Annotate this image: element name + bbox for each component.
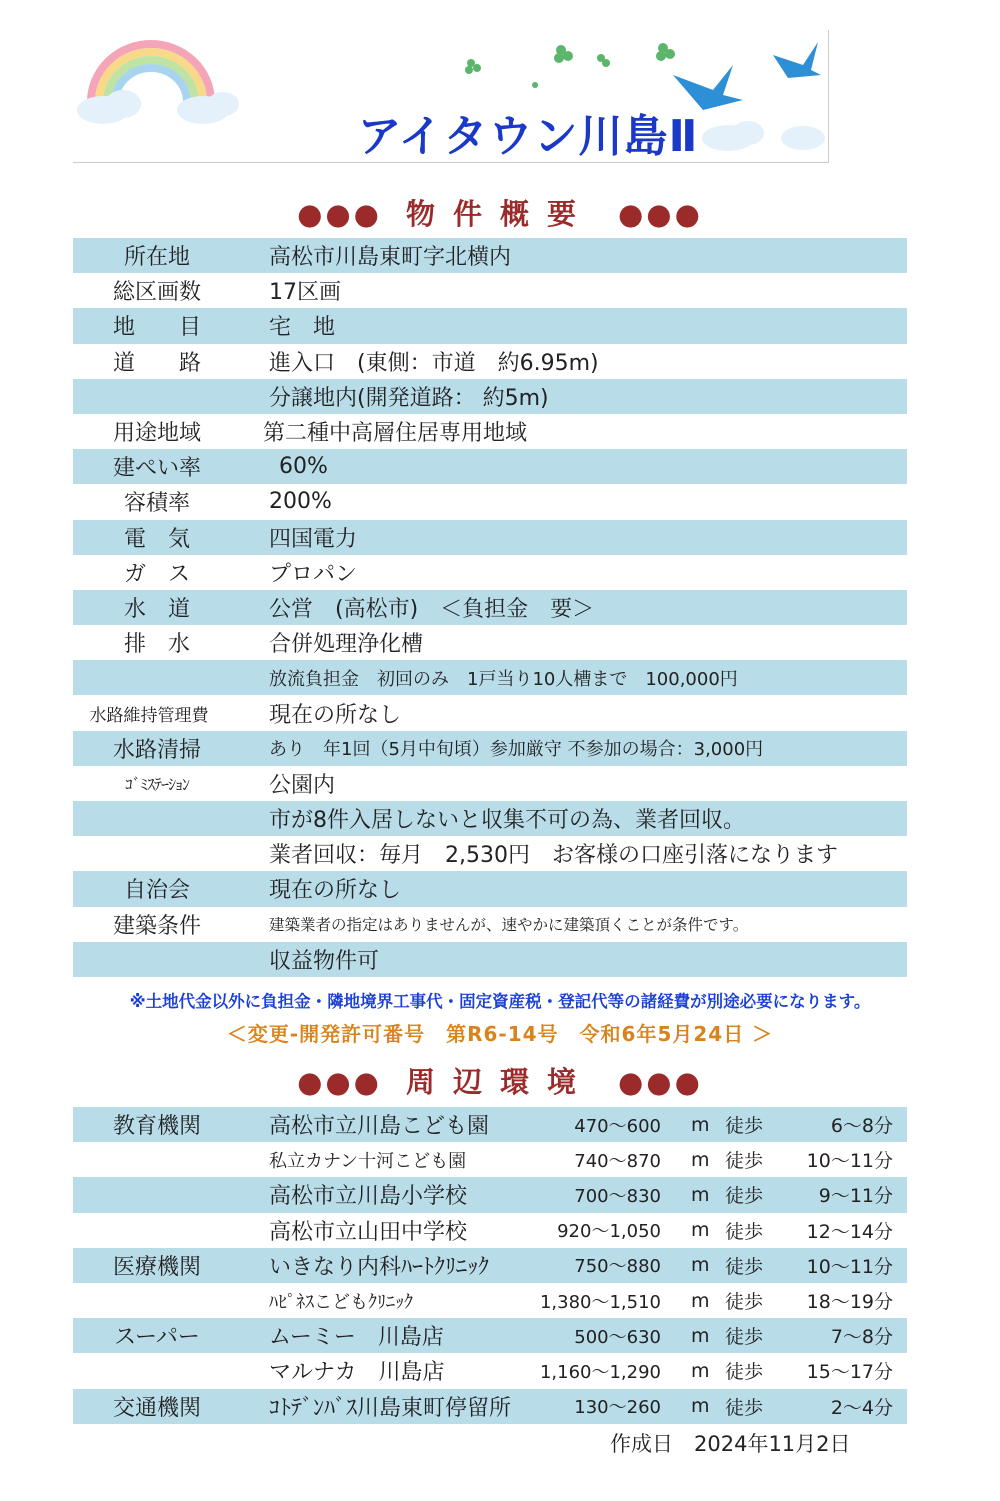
row-value: 市が8件入居しないと収集不可の為、業者回収。: [269, 808, 745, 834]
category-label: 医療機関: [112, 1254, 201, 1280]
table-row: [73, 766, 907, 801]
table-row: [73, 1142, 907, 1177]
distance-unit: m: [691, 1359, 710, 1382]
heading-dots: ●●●: [297, 1065, 382, 1099]
walk-label: 徒歩: [725, 1255, 764, 1278]
row-label: 水路清掃: [112, 737, 201, 763]
row-value: プロパン: [269, 561, 358, 587]
row-label: 自治会: [123, 878, 190, 904]
row-value: 収益物件可: [269, 948, 380, 974]
table-row: [73, 449, 907, 484]
facility-name: マルナカ 川島店: [269, 1360, 445, 1386]
table-row: [73, 1283, 907, 1318]
category-label: [73, 1353, 241, 1388]
walk-time: 18～19分: [806, 1291, 893, 1314]
table-row: [73, 625, 907, 660]
row-value: 公園内: [269, 772, 336, 798]
facility-name: いきなり内科ﾊｰﾄｸﾘﾆｯｸ: [269, 1254, 490, 1280]
row-label: [73, 942, 241, 977]
walk-label: 徒歩: [725, 1150, 764, 1173]
row-label: 地 目: [112, 315, 201, 341]
category-label: [73, 1177, 241, 1212]
table-row: [73, 590, 907, 625]
row-label: [73, 836, 241, 871]
table-row: [73, 308, 907, 343]
table-row: [73, 344, 907, 379]
row-value: 60%: [279, 454, 328, 480]
facility-name: ﾊﾋﾟﾈｽこどもｸﾘﾆｯｸ: [269, 1291, 413, 1313]
row-value: 現在の所なし: [269, 702, 402, 728]
distance: 740～870: [574, 1150, 661, 1172]
walk-time: 7～8分: [830, 1326, 893, 1349]
category-label: [73, 1142, 241, 1177]
table-row: [73, 555, 907, 590]
table-row: [73, 836, 907, 871]
table-row: [73, 942, 907, 977]
walk-label: 徒歩: [725, 1291, 764, 1314]
overview-heading: [0, 192, 1000, 233]
row-label: 容積率: [123, 491, 190, 517]
facility-name: 高松市立川島小学校: [269, 1184, 468, 1210]
distance-unit: m: [691, 1148, 710, 1171]
row-value: 合併処理浄化槽: [269, 632, 424, 658]
distance: 500～630: [574, 1326, 661, 1348]
row-value: 分譲地内(開発道路： 約5m): [269, 385, 549, 411]
facility-name: 高松市立川島こども園: [269, 1114, 490, 1140]
walk-time: 12～14分: [806, 1220, 893, 1243]
row-label: 排 水: [123, 632, 190, 658]
distance: 750～880: [574, 1256, 661, 1278]
walk-time: 15～17分: [806, 1361, 893, 1384]
heading-text: 周辺環境: [405, 1065, 594, 1099]
table-row: [73, 1107, 907, 1142]
page-title: アイタウン川島Ⅱ: [357, 111, 699, 162]
table-row: [73, 1248, 907, 1283]
environment-heading: [0, 1060, 1000, 1101]
walk-label: 徒歩: [725, 1115, 764, 1138]
category-label: 教育機関: [112, 1114, 201, 1140]
row-value: 現在の所なし: [269, 878, 402, 904]
table-row: [73, 660, 907, 695]
category-label: [73, 1213, 241, 1248]
distance: 1,380～1,510: [539, 1291, 661, 1313]
table-row: [73, 414, 907, 449]
row-label: 道 路: [112, 350, 201, 376]
row-value: 放流負担金 初回のみ 1戸当り10人槽まで 100,000円: [269, 668, 738, 690]
row-value: 業者回収：毎月 2,530円 お客様の口座引落になります: [269, 843, 838, 869]
walk-time: 9～11分: [818, 1185, 893, 1208]
distance-unit: m: [691, 1113, 710, 1136]
row-label: ｺﾞﾐｽﾃｰｼｮﾝ: [124, 774, 189, 794]
row-value: 高松市川島東町字北横内: [269, 245, 512, 271]
facility-name: 私立カナン十河こども園: [269, 1150, 467, 1172]
row-label: 電 気: [123, 526, 190, 552]
distance-unit: m: [691, 1254, 710, 1277]
walk-time: 6～8分: [830, 1115, 893, 1138]
row-value: 公営 (高松市) ＜負担金 要＞: [269, 596, 595, 622]
distance: 700～830: [574, 1185, 661, 1207]
row-value: 四国電力: [269, 526, 358, 552]
category-label: 交通機関: [112, 1395, 201, 1421]
distance: 920～1,050: [557, 1221, 661, 1243]
row-label: 総区画数: [112, 280, 201, 306]
walk-label: 徒歩: [725, 1361, 764, 1384]
overview-table: [73, 238, 907, 977]
row-value: 17区画: [269, 280, 341, 306]
row-label: 建ぺい率: [112, 456, 201, 482]
facility-name: ムーミー 川島店: [269, 1325, 444, 1351]
distance: 470～600: [574, 1115, 661, 1137]
heading-dots: ●●●: [618, 1065, 703, 1099]
walk-label: 徒歩: [725, 1220, 764, 1243]
distance-unit: m: [691, 1183, 710, 1206]
distance-unit: m: [691, 1395, 710, 1418]
table-row: [73, 379, 907, 414]
table-row: [73, 1213, 907, 1248]
row-label: 水路維持管理費: [89, 705, 209, 726]
table-row: [73, 273, 907, 308]
row-value: 第二種中高層住居専用地域: [263, 421, 528, 447]
table-row: [73, 871, 907, 906]
row-value: 宅 地: [269, 315, 336, 341]
row-value: 進入口 (東側：市道 約6.95m): [269, 350, 599, 376]
table-row: [73, 731, 907, 766]
table-row: [73, 1389, 907, 1424]
table-row: [73, 484, 907, 519]
row-label: 用途地域: [112, 421, 201, 447]
row-label: [73, 801, 241, 836]
rainbow-icon: [91, 44, 211, 102]
cost-notice: ※土地代金以外に負担金・隣地境界工事代・固定資産税・登記代等の諸経費が別途必要になります。: [129, 992, 871, 1011]
heading-dots: ●●●: [297, 197, 382, 231]
walk-time: 10～11分: [806, 1150, 893, 1173]
table-row: [73, 695, 907, 730]
table-row: [73, 1318, 907, 1353]
row-label: 所在地: [123, 245, 190, 271]
distance-unit: m: [691, 1324, 710, 1347]
table-row: [73, 520, 907, 555]
walk-label: 徒歩: [725, 1185, 764, 1208]
row-label: [73, 379, 241, 414]
distance: 130～260: [574, 1397, 661, 1419]
heading-text: 物件概要: [405, 197, 594, 231]
permit-number: ＜変更-開発許可番号 第R6-14号 令和6年5月24日 ＞: [226, 1022, 774, 1046]
row-value: あり 年1回（5月中旬頃）参加厳守 不参加の場合：3,000円: [269, 739, 764, 761]
row-label: [73, 660, 241, 695]
table-row: [73, 1177, 907, 1212]
table-row: [73, 238, 907, 273]
table-row: [73, 907, 907, 942]
walk-time: 2～4分: [830, 1396, 893, 1419]
header-banner: [73, 30, 829, 163]
walk-time: 10～11分: [806, 1255, 893, 1278]
environment-table: [73, 1107, 907, 1424]
facility-name: 高松市立山田中学校: [269, 1219, 468, 1245]
distance-unit: m: [691, 1289, 710, 1312]
row-value: 建築業者の指定はありませんが、速やかに建築頂くことが条件です。: [269, 916, 749, 935]
facility-name: ｺﾄﾃﾞﾝﾊﾞｽ川島東町停留所: [269, 1395, 512, 1421]
heading-dots: ●●●: [618, 197, 703, 231]
row-label: 水 道: [123, 596, 190, 622]
category-label: スーパー: [114, 1325, 200, 1351]
created-date: 作成日 2024年11月2日: [610, 1432, 851, 1456]
row-label: ガ ス: [123, 561, 190, 587]
category-label: [73, 1283, 241, 1318]
table-row: [73, 801, 907, 836]
row-value: 200%: [269, 489, 332, 515]
distance-unit: m: [691, 1219, 710, 1242]
walk-label: 徒歩: [725, 1396, 764, 1419]
walk-label: 徒歩: [725, 1326, 764, 1349]
row-label: 建築条件: [112, 913, 201, 939]
table-row: [73, 1353, 907, 1388]
distance: 1,160～1,290: [539, 1361, 661, 1383]
clover-icon: [465, 43, 675, 88]
